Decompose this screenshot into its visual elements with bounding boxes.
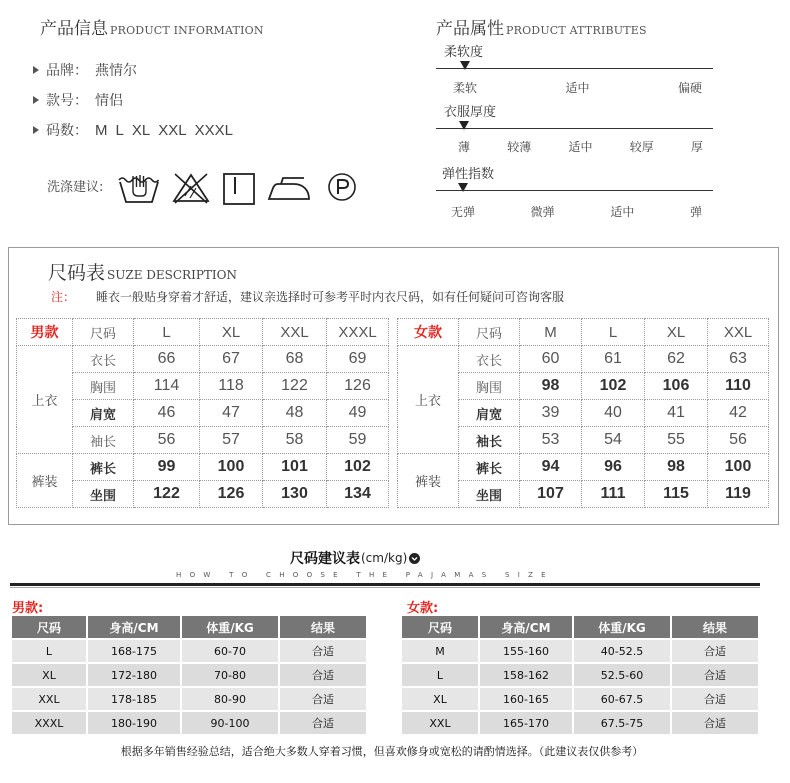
measurement-value: 42 xyxy=(708,400,769,427)
measurement-value: 69 xyxy=(327,346,389,373)
measurement-value: 101 xyxy=(263,454,327,481)
bullet-arrow-icon xyxy=(33,66,39,74)
recommend-cell: 合适 xyxy=(280,640,366,662)
size-option: L xyxy=(115,121,124,139)
recommend-cell: 158-162 xyxy=(480,664,572,686)
measurement-value: 102 xyxy=(327,454,389,481)
dry-clean-p-icon xyxy=(327,172,357,204)
measurement-name: 坐围 xyxy=(459,481,520,508)
thickness-scale xyxy=(436,100,713,160)
scale-labels xyxy=(453,79,702,96)
scale-labels xyxy=(451,203,702,220)
circle-arrow-down-icon xyxy=(409,553,420,564)
recommend-row xyxy=(402,640,758,662)
attributes-title-en: PRODUCT ATTRIBUTES xyxy=(506,24,647,37)
measurement-value: 46 xyxy=(134,400,200,427)
recommend-cell: 180-190 xyxy=(88,712,180,734)
recommend-cell: 70-80 xyxy=(182,664,278,686)
size-column-header: M xyxy=(520,319,582,346)
recommend-cell: XL xyxy=(402,688,478,710)
drip-dry-icon xyxy=(223,173,255,205)
measurement-value: 39 xyxy=(520,400,582,427)
scale-line xyxy=(436,190,713,191)
bullet-arrow-icon xyxy=(33,126,39,134)
measurement-value: 47 xyxy=(200,400,263,427)
size-option: XXL xyxy=(158,121,187,139)
measurement-name: 胸围 xyxy=(73,373,134,400)
measurement-name: 袖长 xyxy=(73,427,134,454)
note-text: 睡衣一般贴身穿着才舒适，建议亲选择时可参考平时内衣尺码，如有任何疑问可咨询客服 xyxy=(96,290,565,304)
measurement-value: 62 xyxy=(645,346,708,373)
recommend-column-header: 体重/KG xyxy=(182,616,278,638)
recommend-cell: 60-70 xyxy=(182,640,278,662)
no-bleach-icon xyxy=(171,172,211,205)
care-label: 洗涤建议: xyxy=(47,180,104,195)
size-column-header: L xyxy=(134,319,200,346)
recommend-row xyxy=(402,712,758,734)
recommend-cell: 165-170 xyxy=(480,712,572,734)
recommend-cell: 178-185 xyxy=(88,688,180,710)
measurement-value: 68 xyxy=(263,346,327,373)
size-column-header: XXXL xyxy=(327,319,389,346)
measurement-value: 57 xyxy=(200,427,263,454)
measurement-value: 111 xyxy=(582,481,645,508)
recommend-cell: 40-52.5 xyxy=(574,640,670,662)
softness-scale xyxy=(436,40,713,100)
attributes-title-cn: 产品属性 xyxy=(436,19,504,39)
measurement-value: 130 xyxy=(263,481,327,508)
sizes-label: 码数： xyxy=(46,123,88,139)
brand-value: 燕情尔 xyxy=(95,63,137,79)
size-header: 尺码 xyxy=(459,319,520,346)
recommend-cell: 合适 xyxy=(672,712,758,734)
size-column-header: XXL xyxy=(263,319,327,346)
garment-group: 上衣 xyxy=(17,346,73,454)
brand-label: 品牌： xyxy=(46,63,88,79)
size-table-header-row xyxy=(17,319,389,346)
scale-label: 偏硬 xyxy=(677,81,702,95)
sizes-row xyxy=(33,120,241,140)
size-table-row xyxy=(17,400,389,427)
scale-label: 较薄 xyxy=(507,140,532,154)
gender-label: 男款 xyxy=(17,319,73,346)
garment-group: 裤装 xyxy=(398,454,459,508)
scale-label: 弹 xyxy=(689,205,702,219)
measurement-name: 衣长 xyxy=(459,346,520,373)
size-column-header: XL xyxy=(200,319,263,346)
divider-line-thin xyxy=(10,587,760,588)
recommend-cell: M xyxy=(402,640,478,662)
measurement-value: 134 xyxy=(327,481,389,508)
measurement-value: 55 xyxy=(645,427,708,454)
scale-line xyxy=(436,68,713,69)
attributes-title xyxy=(436,14,647,39)
recommend-row xyxy=(12,688,366,710)
style-row xyxy=(33,90,123,110)
recommend-cell: L xyxy=(12,640,86,662)
size-table-row xyxy=(17,373,389,400)
measurement-value: 126 xyxy=(200,481,263,508)
note-label: 注： xyxy=(51,290,76,304)
measurement-value: 99 xyxy=(134,454,200,481)
measurement-value: 100 xyxy=(200,454,263,481)
size-table-header-row xyxy=(398,319,769,346)
style-value: 情侣 xyxy=(95,93,123,109)
size-header: 尺码 xyxy=(73,319,134,346)
recommend-cell: 合适 xyxy=(672,664,758,686)
size-table-row xyxy=(17,427,389,454)
recommend-cell: 168-175 xyxy=(88,640,180,662)
measurement-value: 122 xyxy=(263,373,327,400)
recommend-column-header: 结果 xyxy=(672,616,758,638)
gender-label: 女款 xyxy=(398,319,459,346)
hand-wash-icon xyxy=(117,171,161,205)
measurement-value: 100 xyxy=(708,454,769,481)
measurement-value: 96 xyxy=(582,454,645,481)
measurement-value: 40 xyxy=(582,400,645,427)
recommend-row xyxy=(12,640,366,662)
size-column-header: XXL xyxy=(708,319,769,346)
women-label: 女款: xyxy=(407,601,439,616)
men-size-table-container xyxy=(16,318,389,508)
recommend-cell: 合适 xyxy=(280,712,366,734)
measurement-value: 115 xyxy=(645,481,708,508)
women-size-table-container xyxy=(397,318,769,508)
measurement-value: 119 xyxy=(708,481,769,508)
scale-label: 适中 xyxy=(568,140,593,154)
product-info-title xyxy=(40,14,264,39)
measurement-value: 118 xyxy=(200,373,263,400)
scale-label: 适中 xyxy=(610,205,635,219)
recommend-cell: 合适 xyxy=(672,640,758,662)
size-chart-title xyxy=(48,258,237,285)
size-column-header: XL xyxy=(645,319,708,346)
measurement-value: 126 xyxy=(327,373,389,400)
elasticity-scale xyxy=(436,162,713,222)
measurement-value: 114 xyxy=(134,373,200,400)
recommend-cell: 67.5-75 xyxy=(574,712,670,734)
size-chart-title-cn: 尺码表 xyxy=(48,262,106,284)
size-chart-title-en: SUZE DESCRIPTION xyxy=(107,268,237,282)
measurement-value: 59 xyxy=(327,427,389,454)
size-table-row xyxy=(17,481,389,508)
measurement-value: 56 xyxy=(134,427,200,454)
scale-labels xyxy=(458,138,703,155)
recommend-title-text: 尺码建议表 xyxy=(290,551,360,567)
measurement-name: 胸围 xyxy=(459,373,520,400)
size-table-row xyxy=(398,346,769,373)
scale-label: 柔软 xyxy=(453,81,478,95)
product-info-title-en: PRODUCT INFORMATION xyxy=(110,24,264,37)
recommend-cell: 172-180 xyxy=(88,664,180,686)
measurement-value: 58 xyxy=(263,427,327,454)
measurement-value: 67 xyxy=(200,346,263,373)
recommend-cell: 160-165 xyxy=(480,688,572,710)
garment-group: 裤装 xyxy=(17,454,73,508)
size-table xyxy=(397,318,769,508)
measurement-value: 61 xyxy=(582,346,645,373)
recommend-row xyxy=(12,712,366,734)
recommend-cell: 合适 xyxy=(280,688,366,710)
recommend-subtitle: HOW TO CHOOSE THE PAJAMAS SIZE xyxy=(176,571,554,579)
bullet-arrow-icon xyxy=(33,96,39,104)
recommend-cell: 52.5-60 xyxy=(574,664,670,686)
garment-group: 上衣 xyxy=(398,346,459,454)
size-column-header: L xyxy=(582,319,645,346)
size-chart-note xyxy=(51,288,564,305)
scale-name: 柔软度 xyxy=(444,45,484,60)
scale-name: 衣服厚度 xyxy=(444,105,497,120)
brand-row xyxy=(33,60,137,80)
recommend-column-header: 身高/CM xyxy=(480,616,572,638)
recommend-table xyxy=(10,614,368,736)
measurement-value: 53 xyxy=(520,427,582,454)
recommend-column-header: 体重/KG xyxy=(574,616,670,638)
measurement-name: 坐围 xyxy=(73,481,134,508)
measurement-value: 106 xyxy=(645,373,708,400)
size-option: XL xyxy=(131,121,151,139)
measurement-value: 56 xyxy=(708,427,769,454)
product-info-title-cn: 产品信息 xyxy=(40,19,108,39)
recommend-header-row xyxy=(12,616,366,638)
measurement-name: 肩宽 xyxy=(459,400,520,427)
recommend-cell: 155-160 xyxy=(480,640,572,662)
recommend-row xyxy=(402,664,758,686)
measurement-name: 裤长 xyxy=(459,454,520,481)
iron-icon xyxy=(266,173,312,203)
size-option: XXXL xyxy=(194,121,233,139)
measurement-value: 94 xyxy=(520,454,582,481)
measurement-name: 裤长 xyxy=(73,454,134,481)
recommend-column-header: 身高/CM xyxy=(88,616,180,638)
size-option: M xyxy=(95,121,108,139)
recommend-cell: L xyxy=(402,664,478,686)
measurement-value: 49 xyxy=(327,400,389,427)
measurement-value: 48 xyxy=(263,400,327,427)
scale-label: 厚 xyxy=(690,140,703,154)
footer-note: 根据多年销售经验总结，适合绝大多数人穿着习惯，但喜欢修身或宽松的请酌情选择。（此建议表仅供参考） xyxy=(120,745,644,758)
measurement-value: 110 xyxy=(708,373,769,400)
measurement-name: 衣长 xyxy=(73,346,134,373)
recommend-column-header: 尺码 xyxy=(12,616,86,638)
size-table xyxy=(16,318,389,508)
measurement-value: 66 xyxy=(134,346,200,373)
measurement-value: 98 xyxy=(645,454,708,481)
scale-label: 薄 xyxy=(458,140,471,154)
measurement-value: 60 xyxy=(520,346,582,373)
recommend-row xyxy=(12,664,366,686)
recommend-column-header: 结果 xyxy=(280,616,366,638)
recommend-row xyxy=(402,688,758,710)
men-recommend-table-container xyxy=(10,614,368,736)
measurement-value: 107 xyxy=(520,481,582,508)
recommend-title xyxy=(290,548,420,568)
recommend-cell: 90-100 xyxy=(182,712,278,734)
recommend-cell: XL xyxy=(12,664,86,686)
men-label: 男款: xyxy=(12,601,44,616)
measurement-name: 肩宽 xyxy=(73,400,134,427)
recommend-column-header: 尺码 xyxy=(402,616,478,638)
size-table-row xyxy=(17,454,389,481)
recommend-unit: (cm/kg) xyxy=(361,551,408,565)
style-label: 款号： xyxy=(46,93,88,109)
scale-name: 弹性指数 xyxy=(442,167,495,182)
measurement-name: 袖长 xyxy=(459,427,520,454)
scale-label: 微弹 xyxy=(530,205,555,219)
scale-label: 适中 xyxy=(565,81,590,95)
measurement-value: 63 xyxy=(708,346,769,373)
recommend-header-row xyxy=(402,616,758,638)
measurement-value: 102 xyxy=(582,373,645,400)
measurement-value: 98 xyxy=(520,373,582,400)
measurement-value: 122 xyxy=(134,481,200,508)
recommend-cell: 60-67.5 xyxy=(574,688,670,710)
recommend-cell: 合适 xyxy=(672,688,758,710)
scale-label: 无弹 xyxy=(451,205,476,219)
recommend-cell: 80-90 xyxy=(182,688,278,710)
measurement-value: 54 xyxy=(582,427,645,454)
scale-label: 较厚 xyxy=(629,140,654,154)
size-table-row xyxy=(398,454,769,481)
recommend-cell: XXL xyxy=(402,712,478,734)
divider-line xyxy=(10,583,760,586)
women-recommend-table-container xyxy=(400,614,760,736)
measurement-value: 41 xyxy=(645,400,708,427)
recommend-cell: XXXL xyxy=(12,712,86,734)
size-chart-box xyxy=(8,247,779,525)
recommend-cell: XXL xyxy=(12,688,86,710)
recommend-table xyxy=(400,614,760,736)
size-table-row xyxy=(17,346,389,373)
scale-line xyxy=(436,128,713,129)
recommend-cell: 合适 xyxy=(280,664,366,686)
